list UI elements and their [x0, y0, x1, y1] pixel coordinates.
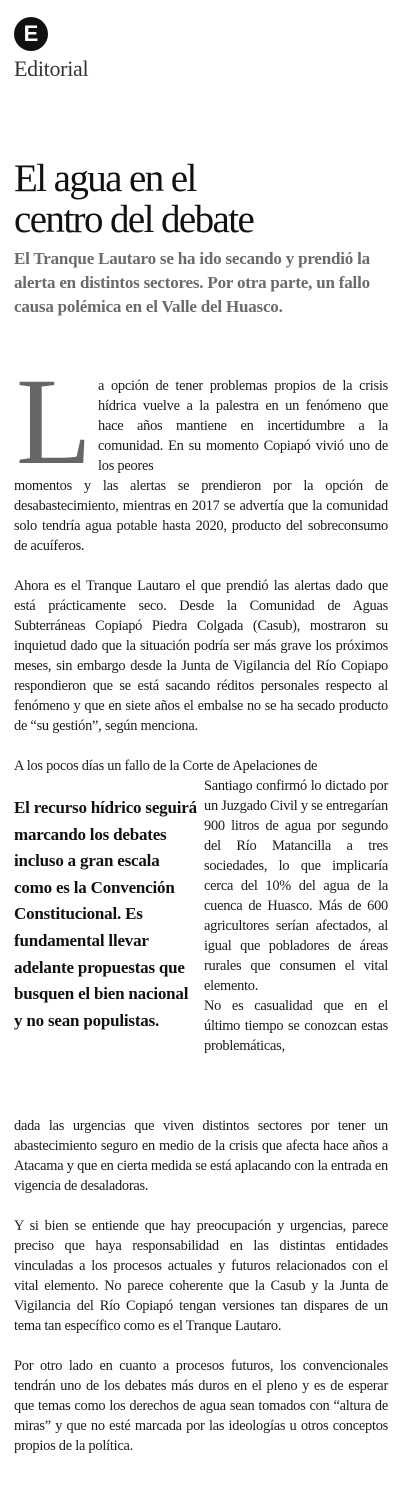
headline-line-2: centro del debate — [14, 198, 254, 241]
deck-subtitle: El Tranque Lautaro se ha ido secando y prendió la alerta en distintos sectores. Por otra parte, un fallo causa polémica en el Valle del Huasco. — [14, 249, 370, 316]
paragraph-1-bottom: momentos y las alertas se prendieron por la opción de desabastecimiento, mientras en 2017 se advertía que la comunidad solo tendría agua potable hasta 2020, producto del sobreconsumo de acuíferos. — [14, 478, 388, 554]
headline-line-1: El agua en el — [14, 157, 196, 200]
paragraph-1-top: a opción de tener problemas propios de la crisis hídrica vuelve a la palestra en un fenómeno que hace años mantiene en incertidumbre a la comunidad. En su momento Copiapó vivió uno de los peores — [98, 378, 388, 474]
paragraph-5: Y si bien se entiende que hay preocupación y urgencias, parece preciso que haya responsabilidad en las distintas entidades vinculadas a los procesos actuales y futuros relacionados con el vital elemento. No parece coherente que la Casub y la Junta de Vigilancia del Río Copiapó tengan versiones tan dispares de un tema tan específico como es el Tranque Lautaro. — [14, 1218, 388, 1334]
headline — [14, 158, 386, 240]
paragraph-4-continued: dada las urgencias que viven distintos sectores por tener un abastecimiento seguro en medio de la crisis que afecta hace años a Atacama y que en cierta medida se está aplacando con la entrada en vigencia de desaladoras. — [14, 1118, 388, 1194]
paragraph-2: Ahora es el Tranque Lautaro el que prendió las alertas dado que está prácticamente seco. Desde la Comunidad de Aguas Subterráneas Copiapó Piedra Colgada (Casub), mostraron su inquietud dado que la situación podría ser más grave los próximos meses, sin embargo desde la Junta de Vigilancia del Río Copiapo respondieron que se está sacando réditos personales respecto al fenómeno y que en siete años el embalse no se ha secado producto de “su gestión”, según menciona. — [14, 578, 388, 734]
section-label: Editorial — [14, 56, 89, 81]
paragraph-3-column: Santiago confirmó lo dictado por un Juzgado Civil y se entregarían 900 litros de agua por segundo del Río Matancilla a tres sociedades, lo que implicaría cerca del 10% del agua de la cuenca de Huasco. Más de 600 agricultores serían afectados, al igual que pobladores de áreas rurales que consumen el vital elemento. — [204, 778, 388, 994]
section-badge: E — [14, 17, 48, 51]
paragraph-3-lead: A los pocos días un fallo de la Corte de Apelaciones de — [14, 758, 318, 774]
paragraph-4-column: No es casualidad que en el último tiempo se conozcan estas problemáticas, — [204, 998, 388, 1054]
drop-cap: L — [16, 353, 92, 490]
right-column — [204, 776, 388, 1056]
paragraph-6: Por otro lado en cuanto a procesos futuros, los convencionales tendrán uno de los debates más duros en el pleno y es de esperar que temas como los derechos de agua sean tomados con “altura de miras” y que no esté marcada por las ideologías u otros conceptos propios de la política. — [14, 1358, 388, 1454]
pull-quote: El recurso hídrico seguirá marcando los debates incluso a gran escala como es la Convención Constitucional. Es fundamental llevar adelante propuestas que busquen el bien nacional y no sean populistas. — [14, 798, 197, 1030]
